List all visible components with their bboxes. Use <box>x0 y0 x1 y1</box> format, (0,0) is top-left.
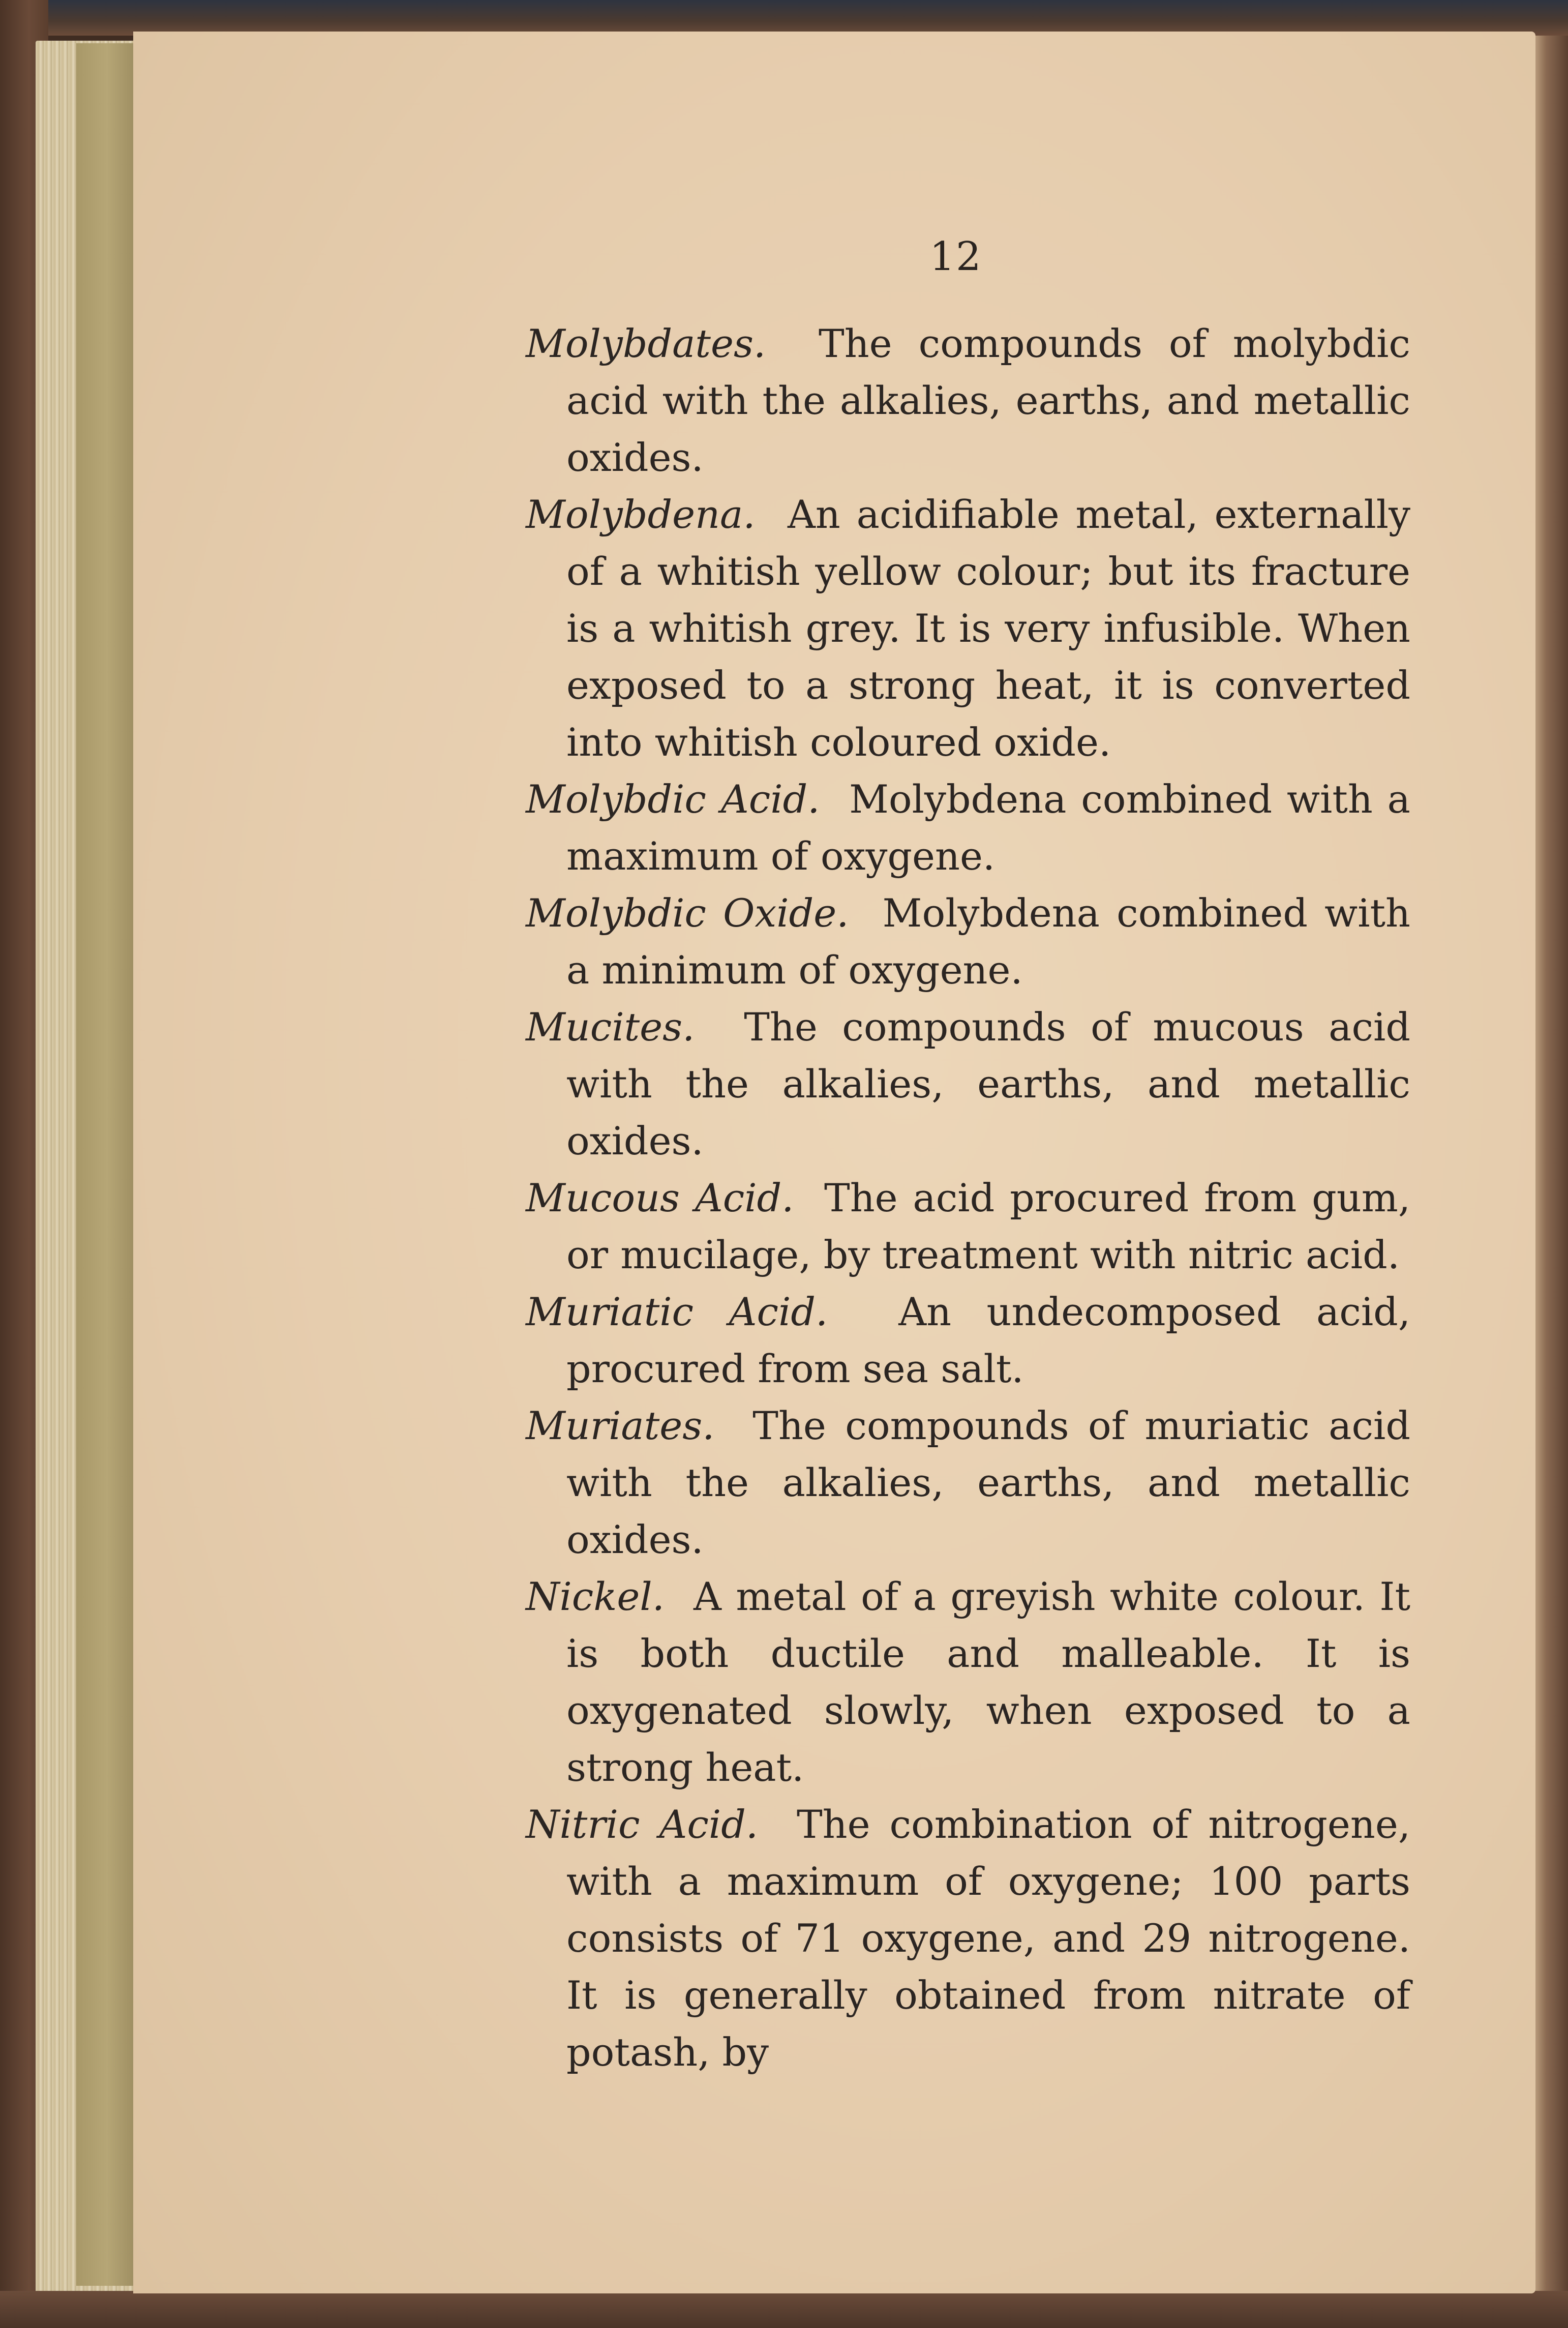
glossary-entry <box>526 771 1410 885</box>
glossary-entry <box>526 1568 1410 1796</box>
entry-term: Mucous Acid. <box>526 1175 794 1220</box>
entry-term: Molybdic Acid. <box>526 777 820 822</box>
glossary-entry <box>526 1796 1410 2081</box>
entry-definition: Molybdena combined with a minimum of oxygene. <box>566 890 1410 993</box>
book-cover-top <box>0 0 1568 36</box>
entry-definition: Molybdena combined with a maximum of oxygene. <box>566 777 1410 879</box>
glossary-entry <box>526 1284 1410 1397</box>
glossary-entry <box>526 1170 1410 1284</box>
entry-definition: The acid procured from gum, or mucilage, by treatment with nitric acid. <box>566 1175 1410 1277</box>
glossary-entry <box>526 885 1410 999</box>
entry-definition: The compounds of molybdic acid with the alkalies, earths, and metallic oxides. <box>566 321 1410 480</box>
glossary-entry <box>526 999 1410 1170</box>
entry-term: Mucites. <box>526 1004 695 1050</box>
entry-term: Molybdates. <box>526 321 766 366</box>
glossary-entry <box>526 315 1410 486</box>
book-cover-bottom <box>0 2291 1568 2328</box>
page-number: 12 <box>929 234 982 280</box>
entry-definition: An acidifiable metal, externally of a whitish yellow colour; but its fracture is a whitish grey. It is very infusible. When exposed to a strong heat, it is converted into whitish coloured oxide. <box>566 492 1411 765</box>
entry-definition: The combination of nitrogene, with a maximum of oxygene; 100 parts consists of 71 oxygene, and 29 nitrogene. It is generally obtained from nitrate of potash, by <box>566 1802 1410 2075</box>
entry-term: Nitric Acid. <box>526 1802 759 1847</box>
entry-term: Muriates. <box>526 1403 715 1448</box>
entry-term: Muriatic Acid. <box>526 1289 828 1334</box>
entry-definition: The compounds of muriatic acid with the alkalies, earths, and metallic oxides. <box>566 1403 1410 1562</box>
next-page-edge <box>1531 36 1568 2293</box>
entry-term: Nickel. <box>526 1574 665 1619</box>
entry-term: Molybdena. <box>526 492 756 537</box>
glossary-entry <box>526 1397 1410 1568</box>
page-gutter <box>76 43 137 2286</box>
glossary-text <box>526 315 1410 2081</box>
entry-definition: A metal of a greyish white colour. It is both ductile and malleable. It is oxygenated slowly, when exposed to a strong heat. <box>566 1574 1410 1790</box>
entry-definition: The compounds of mucous acid with the alkalies, earths, and metallic oxides. <box>566 1004 1410 1163</box>
entry-term: Molybdic Oxide. <box>526 890 849 936</box>
entry-definition: An undecomposed acid, procured from sea salt. <box>566 1289 1410 1391</box>
glossary-entry <box>526 486 1410 771</box>
